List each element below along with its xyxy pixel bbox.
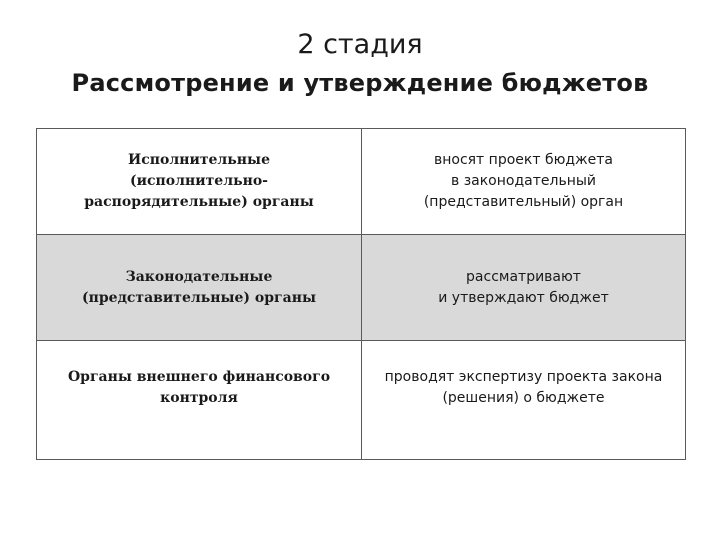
slide-title: [0, 26, 720, 102]
action-cell: вносят проект бюджета в законодательный (представительный) орган: [423, 152, 624, 210]
stage-title: Рассмотрение и утверждение бюджетов: [71, 69, 649, 97]
action-cell: проводят экспертизу проекта закона (решения) о бюджете: [384, 369, 663, 406]
subject-cell: Исполнительные (исполнительно- распорядительные) органы: [37, 129, 362, 234]
budget-stage-table: [36, 128, 686, 460]
stage-number: 2 стадия: [297, 29, 423, 60]
table-row: [37, 341, 685, 459]
table-row-highlighted: [37, 235, 685, 341]
subject-cell: Органы внешнего финансового контроля: [37, 341, 362, 459]
table-row: [37, 129, 685, 235]
action-cell: рассматривают и утверждают бюджет: [438, 268, 609, 306]
subject-cell: Законодательные (представительные) органы: [37, 235, 362, 340]
